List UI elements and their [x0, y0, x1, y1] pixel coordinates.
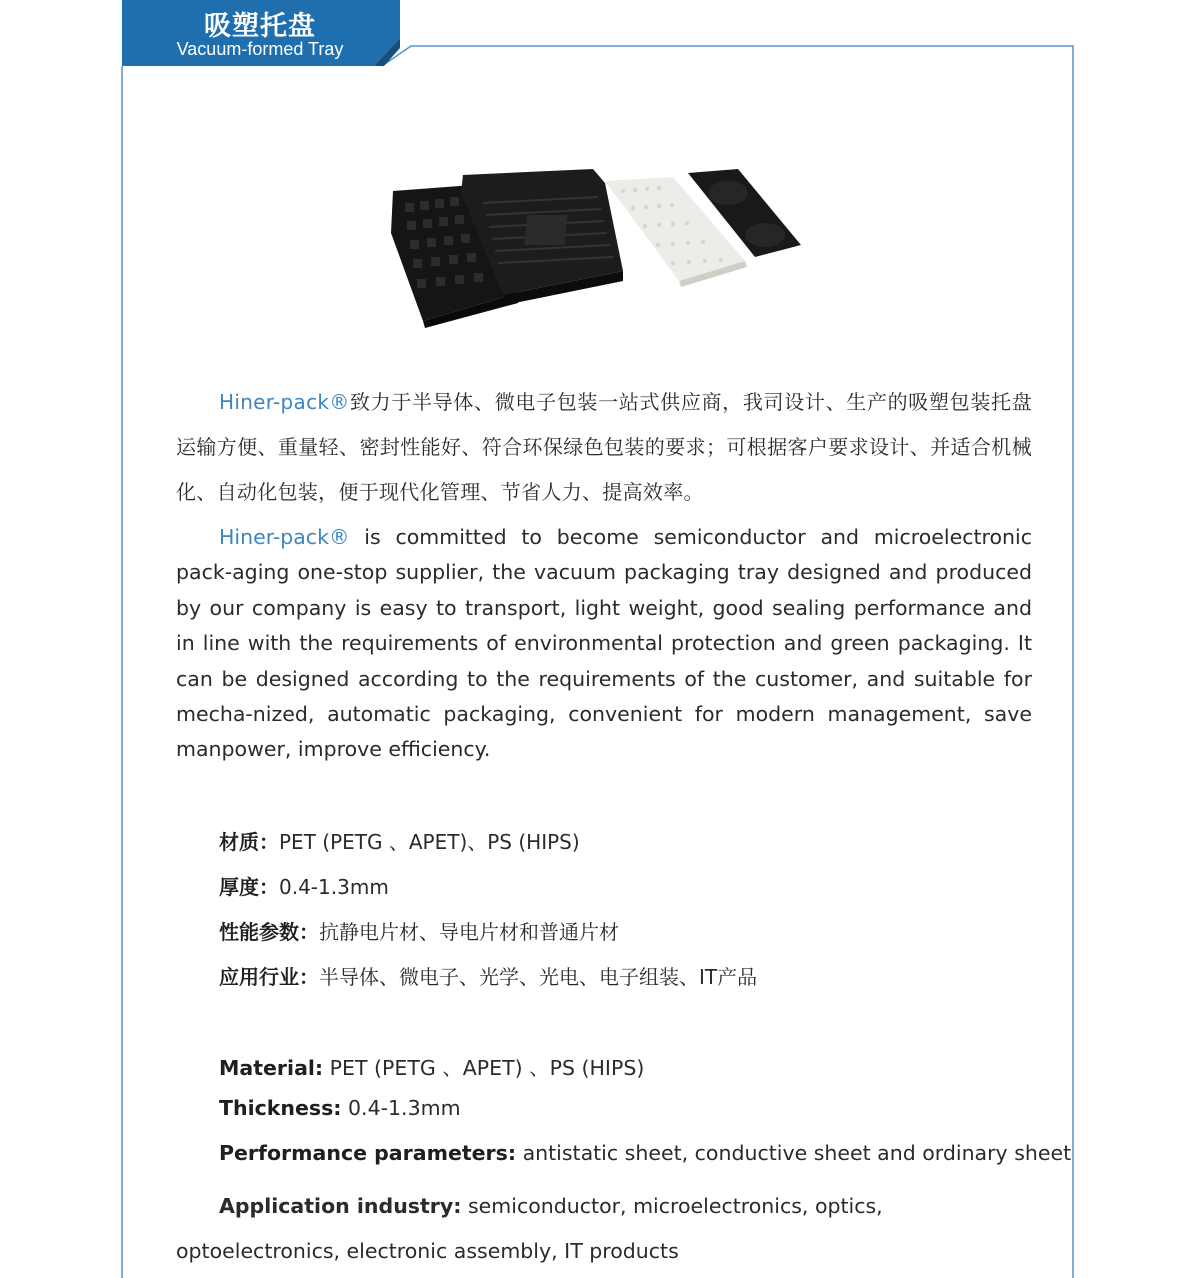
- spec-label: Thickness:: [219, 1096, 342, 1120]
- spec-thickness-cn: [219, 871, 389, 900]
- section-title-en: Vacuum-formed Tray: [176, 39, 344, 59]
- spec-value: PET (PETG 、APET)、PS (HIPS): [279, 830, 580, 854]
- brand-name: Hiner-pack®: [219, 525, 350, 549]
- brand-name: Hiner-pack®: [219, 390, 350, 414]
- spec-label: 厚度：: [219, 875, 279, 899]
- spec-label: Material:: [219, 1056, 324, 1080]
- spec-material-cn: [219, 826, 580, 855]
- spec-value: PET (PETG 、APET) 、PS (HIPS): [323, 1056, 645, 1080]
- intro-text-en: is committed to become semiconductor and microelectronic pack-aging one-stop supplier, the vacuum packaging tray designed and produced by our company is easy to transport, light weight, good sealing performance and in line with the requirements of environmental protection and green packaging. It can be designed according to the requirements of the customer, and suitable for mecha-nized, automatic packaging, convenient for modern management, save manpower, improve efficiency.: [176, 525, 1032, 762]
- intro-paragraph-en: [176, 520, 1032, 768]
- spec-label: 材质：: [219, 830, 279, 854]
- intro-text-cn: 致力于半导体、微电子包装一站式供应商，我司设计、生产的吸塑包装托盘运输方便、重量轻、密封性能好、符合环保绿色包装的要求；可根据客户要求设计、并适合机械化、自动化包装，便于现代化管理、节省人力、提高效率。: [176, 390, 1032, 504]
- intro-paragraph-cn: [176, 380, 1032, 515]
- spec-value: 0.4-1.3mm: [279, 875, 389, 899]
- section-header-tab: [122, 0, 398, 66]
- spec-value: semiconductor, microelectronics, optics, optoelectronics, electronic assembly, IT products: [176, 1194, 883, 1263]
- spec-value: 抗静电片材、导电片材和普通片材: [319, 920, 619, 944]
- spec-label: Application industry:: [219, 1194, 462, 1218]
- spec-label: Performance parameters:: [219, 1141, 517, 1165]
- spec-performance-en: [219, 1141, 1071, 1165]
- spec-value: 0.4-1.3mm: [341, 1096, 461, 1120]
- spec-material-en: [219, 1051, 644, 1081]
- spec-industry-cn: [219, 961, 757, 990]
- spec-label: 性能参数：: [219, 920, 319, 944]
- tray-product-image: [383, 163, 813, 328]
- spec-performance-cn: [219, 916, 619, 945]
- spec-value: 半导体、微电子、光学、光电、电子组装、IT产品: [319, 965, 758, 989]
- spec-industry-en: [176, 1184, 1032, 1274]
- section-title-cn: 吸塑托盘: [204, 11, 316, 42]
- spec-thickness-en: [219, 1096, 461, 1120]
- spec-value: antistatic sheet, conductive sheet and ordinary sheet: [516, 1141, 1072, 1165]
- spec-label: 应用行业：: [219, 965, 319, 989]
